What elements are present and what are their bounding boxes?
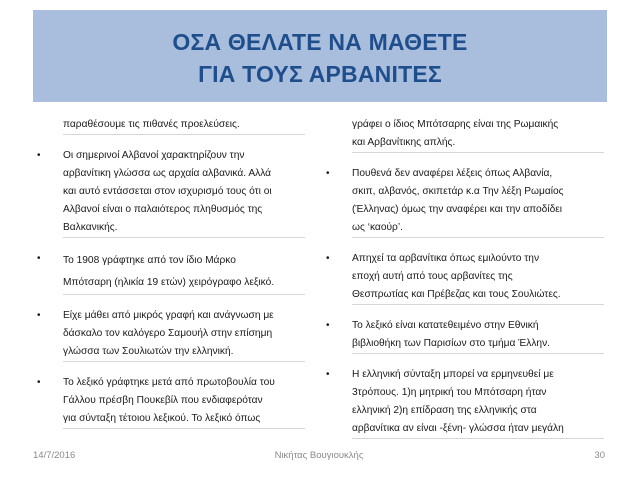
slide-title-line-1: ΟΣΑ ΘΕΛΑΤΕ ΝΑ ΜΑΘΕΤΕ <box>172 29 468 55</box>
left-column <box>33 116 305 429</box>
right-bullet-3 <box>322 317 604 354</box>
left-bullet-1 <box>33 147 305 238</box>
text-line: Πουθενά δεν αναφέρει λέξεις όπως Αλβανία, <box>352 168 553 179</box>
text-line: Οι σημερινοί Αλβανοί χαρακτηρίζουν την <box>63 150 245 161</box>
bullet-dot: • <box>326 253 330 264</box>
left-bullet-2 <box>33 250 305 295</box>
footer-date: 14/7/2016 <box>33 450 76 461</box>
text-line: εποχή αυτή από τους αρβανίτες της <box>352 271 513 282</box>
text-line: για σύνταξη τέτοιου λεξικού. Το λεξικό όπως <box>63 410 305 429</box>
text-line: Απηχεί τα αρβανίτικα όπως εμιλούντο την <box>352 253 540 264</box>
text-line: δάσκαλο τον καλόγερο Σαμουήλ στην επίσημη <box>63 328 273 339</box>
slide-title-line-2: ΓΙΑ ΤΟΥΣ ΑΡΒΑΝΙΤΕΣ <box>198 61 442 87</box>
left-bullet-4 <box>33 374 305 429</box>
right-bullet-1 <box>322 165 604 238</box>
text-line: ως ‘καούρ’. <box>352 219 604 238</box>
bullet-dot: • <box>37 377 41 388</box>
bullet-dot: • <box>326 320 330 331</box>
text-line: 3τρόπους. 1)η μητρική του Μπότσαρη ήταν <box>352 387 547 398</box>
bullet-dot: • <box>37 253 41 264</box>
text-line: και αυτό εντάσσεται στον ισχυρισμό τους ότι οι <box>63 186 272 197</box>
text-line: γλώσσα των Σουλιωτών την ελληνική. <box>63 343 305 362</box>
left-intro-line: παραθέσουμε τις πιθανές προελεύσεις. <box>63 116 305 135</box>
text-line: (Έλληνας) όμως την αναφέρει και την αποδίδει <box>352 204 563 215</box>
page-number: 30 <box>594 450 605 461</box>
bullet-dot: • <box>326 369 330 380</box>
text-line: αρβανίτικη γλώσσα ως αρχαία αλβανικά. Αλλά <box>63 168 272 179</box>
title-band <box>33 10 607 102</box>
footer-author: Νικήτας Βουγιουκλής <box>274 450 364 461</box>
right-intro-line: γράφει ο ίδιος Μπότσαρης είναι της Ρωμαικής <box>352 119 559 130</box>
right-bullet-2 <box>322 250 604 305</box>
right-intro-line: και Αρβανίτικης απλής. <box>352 134 604 153</box>
text-line: βιβλιοθήκη των Παρισίων στο τμήμα Έλλην. <box>352 335 604 354</box>
text-line: Βαλκανικής. <box>63 219 305 238</box>
text-line: Θεσπρωτίας και Πρέβεζας και τους Σουλιώτες. <box>352 286 604 305</box>
text-line: αρβανίτικα αν είναι -ξένη- γλώσσα ήταν μεγάλη <box>352 420 604 439</box>
left-bullet-3 <box>33 307 305 362</box>
text-line: Το 1908 γράφτηκε από τον ίδιο Μάρκο <box>63 255 236 266</box>
text-line: Η ελληνική σύνταξη μπορεί να ερμηνευθεί με <box>352 369 554 380</box>
bullet-dot: • <box>326 168 330 179</box>
bullet-dot: • <box>37 150 41 161</box>
bullet-dot: • <box>37 310 41 321</box>
text-line: Αλβανοί είναι ο παλαιότερος πληθυσμός της <box>63 204 263 215</box>
text-line: ελληνική 2)η επίδραση της ελληνικής στα <box>352 405 537 416</box>
text-line: Είχε μάθει από μικρός γραφή και ανάγνωση με <box>63 310 274 321</box>
text-line: Μπότσαρη (ηλικία 19 ετών) χειρόγραφο λεξικό. <box>63 272 305 295</box>
text-line: Γάλλου πρέσβη Πουκεβίλ που ενδιαφερόταν <box>63 395 263 406</box>
text-line: Το λεξικό είναι κατατεθειμένο στην Εθνική <box>352 320 539 331</box>
text-line: σκιπ, αλβανός, σκιπετάρ κ.α Την λέξη Ρωμαίος <box>352 186 564 197</box>
right-column <box>322 116 604 439</box>
text-line: Το λεξικό γράφτηκε μετά από πρωτοβουλία του <box>63 377 275 388</box>
right-bullet-4 <box>322 366 604 439</box>
